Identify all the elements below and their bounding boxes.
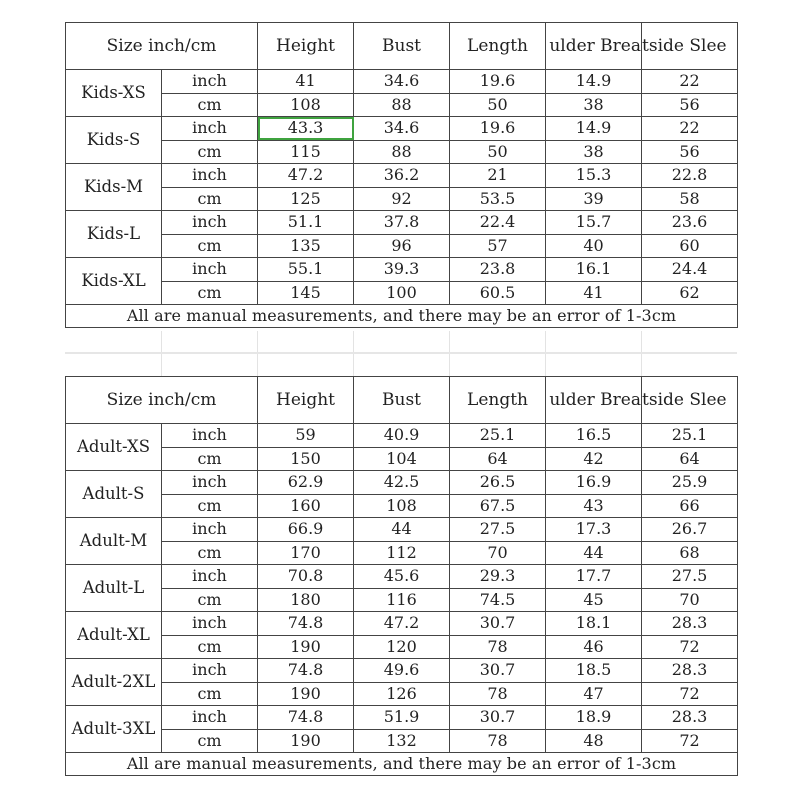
measurement-cell[interactable]: 47.2 xyxy=(354,612,450,636)
size-label-cell[interactable]: Adult-3XL xyxy=(66,706,162,753)
measurement-cell[interactable]: 16.5 xyxy=(546,424,642,448)
unit-label-cell[interactable]: inch xyxy=(162,424,258,448)
measurement-cell[interactable]: 70.8 xyxy=(258,565,354,589)
measurement-cell[interactable]: 72 xyxy=(642,729,738,753)
measurement-cell[interactable]: 43 xyxy=(546,494,642,518)
measurement-cell[interactable]: 108 xyxy=(258,93,354,117)
unit-label-cell[interactable]: cm xyxy=(162,281,258,305)
table-row xyxy=(66,682,738,706)
column-header-bust[interactable]: Bust xyxy=(354,23,450,70)
table-row xyxy=(66,164,738,188)
column-header-outside-sleeve[interactable]: tside Slee xyxy=(642,377,738,424)
table-row xyxy=(66,706,738,730)
measurement-cell[interactable]: 50 xyxy=(450,93,546,117)
measurement-cell[interactable]: 19.6 xyxy=(450,117,546,141)
table-row xyxy=(66,659,738,683)
measurement-cell[interactable]: 36.2 xyxy=(354,164,450,188)
unit-label-cell[interactable]: inch xyxy=(162,659,258,683)
measurement-cell[interactable]: 29.3 xyxy=(450,565,546,589)
measurement-cell[interactable]: 55.1 xyxy=(258,258,354,282)
unit-label-cell[interactable]: cm xyxy=(162,140,258,164)
measurement-cell[interactable]: 28.3 xyxy=(642,612,738,636)
measurement-cell[interactable]: 47 xyxy=(546,682,642,706)
unit-label-cell[interactable]: cm xyxy=(162,234,258,258)
measurement-cell[interactable]: 70 xyxy=(450,541,546,565)
table-row xyxy=(66,424,738,448)
measurement-cell[interactable]: 145 xyxy=(258,281,354,305)
kids-size-table xyxy=(65,22,738,328)
column-header-bust[interactable]: Bust xyxy=(354,377,450,424)
header-row xyxy=(66,377,738,424)
size-label-cell[interactable]: Kids-M xyxy=(66,164,162,211)
size-label-cell[interactable]: Adult-XL xyxy=(66,612,162,659)
measurement-note[interactable]: All are manual measurements, and there may be an error of 1-3cm xyxy=(66,753,738,776)
measurement-cell[interactable]: 45 xyxy=(546,588,642,612)
measurement-cell[interactable]: 15.3 xyxy=(546,164,642,188)
table-row xyxy=(66,541,738,565)
measurement-cell[interactable]: 66 xyxy=(642,494,738,518)
unit-label-cell[interactable]: cm xyxy=(162,93,258,117)
measurement-cell[interactable]: 51.1 xyxy=(258,211,354,235)
measurement-cell[interactable]: 27.5 xyxy=(642,565,738,589)
size-label-cell[interactable]: Adult-L xyxy=(66,565,162,612)
unit-label-cell[interactable]: inch xyxy=(162,70,258,94)
measurement-cell[interactable]: 74.8 xyxy=(258,659,354,683)
table-row xyxy=(66,447,738,471)
measurement-cell[interactable]: 18.1 xyxy=(546,612,642,636)
measurement-cell[interactable]: 64 xyxy=(642,447,738,471)
measurement-cell[interactable]: 18.9 xyxy=(546,706,642,730)
measurement-cell[interactable]: 47.2 xyxy=(258,164,354,188)
measurement-cell[interactable]: 22.8 xyxy=(642,164,738,188)
table-row xyxy=(66,258,738,282)
measurement-cell[interactable]: 48 xyxy=(546,729,642,753)
measurement-cell[interactable]: 39 xyxy=(546,187,642,211)
measurement-cell[interactable]: 30.7 xyxy=(450,612,546,636)
unit-label-cell[interactable]: cm xyxy=(162,494,258,518)
measurement-cell[interactable]: 190 xyxy=(258,682,354,706)
measurement-cell[interactable]: 30.7 xyxy=(450,706,546,730)
measurement-cell[interactable]: 64 xyxy=(450,447,546,471)
note-row xyxy=(66,305,738,328)
measurement-cell[interactable]: 25.1 xyxy=(450,424,546,448)
measurement-cell[interactable]: 38 xyxy=(546,93,642,117)
measurement-cell[interactable]: 51.9 xyxy=(354,706,450,730)
header-row xyxy=(66,23,738,70)
unit-label-cell[interactable]: cm xyxy=(162,541,258,565)
measurement-cell[interactable]: 42.5 xyxy=(354,471,450,495)
column-header-height[interactable]: Height xyxy=(258,23,354,70)
measurement-cell[interactable]: 25.9 xyxy=(642,471,738,495)
unit-label-cell[interactable]: inch xyxy=(162,117,258,141)
size-label-cell[interactable]: Kids-XL xyxy=(66,258,162,305)
unit-label-cell[interactable]: inch xyxy=(162,706,258,730)
measurement-cell[interactable]: 17.7 xyxy=(546,565,642,589)
measurement-cell[interactable]: 19.6 xyxy=(450,70,546,94)
measurement-cell[interactable]: 25.1 xyxy=(642,424,738,448)
measurement-cell[interactable]: 21 xyxy=(450,164,546,188)
measurement-cell[interactable]: 92 xyxy=(354,187,450,211)
measurement-cell[interactable]: 24.4 xyxy=(642,258,738,282)
measurement-cell[interactable]: 17.3 xyxy=(546,518,642,542)
measurement-cell[interactable]: 68 xyxy=(642,541,738,565)
measurement-note[interactable]: All are manual measurements, and there may be an error of 1-3cm xyxy=(66,305,738,328)
table-row xyxy=(66,187,738,211)
column-header-outside-sleeve[interactable]: tside Slee xyxy=(642,23,738,70)
table-row xyxy=(66,635,738,659)
measurement-cell[interactable]: 57 xyxy=(450,234,546,258)
measurement-cell[interactable]: 72 xyxy=(642,682,738,706)
measurement-cell[interactable]: 44 xyxy=(354,518,450,542)
size-label-cell[interactable]: Adult-XS xyxy=(66,424,162,471)
size-label-cell[interactable]: Adult-S xyxy=(66,471,162,518)
unit-label-cell[interactable]: inch xyxy=(162,164,258,188)
unit-label-cell[interactable]: cm xyxy=(162,682,258,706)
measurement-cell[interactable]: 41 xyxy=(258,70,354,94)
table-row xyxy=(66,471,738,495)
measurement-cell[interactable]: 27.5 xyxy=(450,518,546,542)
measurement-cell[interactable]: 190 xyxy=(258,729,354,753)
measurement-cell[interactable]: 30.7 xyxy=(450,659,546,683)
measurement-cell[interactable]: 23.8 xyxy=(450,258,546,282)
measurement-cell[interactable]: 38 xyxy=(546,140,642,164)
table-row xyxy=(66,117,738,141)
measurement-cell[interactable]: 100 xyxy=(354,281,450,305)
measurement-cell[interactable]: 46 xyxy=(546,635,642,659)
measurement-cell[interactable]: 43.3 xyxy=(258,117,354,141)
table-row xyxy=(66,729,738,753)
measurement-cell[interactable]: 28.3 xyxy=(642,659,738,683)
table-row xyxy=(66,494,738,518)
measurement-cell[interactable]: 49.6 xyxy=(354,659,450,683)
measurement-cell[interactable]: 22 xyxy=(642,70,738,94)
unit-label-cell[interactable]: cm xyxy=(162,729,258,753)
measurement-cell[interactable]: 135 xyxy=(258,234,354,258)
measurement-cell[interactable]: 56 xyxy=(642,93,738,117)
table-row xyxy=(66,565,738,589)
measurement-cell[interactable]: 40 xyxy=(546,234,642,258)
measurement-cell[interactable]: 180 xyxy=(258,588,354,612)
measurement-cell[interactable]: 66.9 xyxy=(258,518,354,542)
measurement-cell[interactable]: 14.9 xyxy=(546,70,642,94)
table-row xyxy=(66,140,738,164)
measurement-cell[interactable]: 59 xyxy=(258,424,354,448)
measurement-cell[interactable]: 15.7 xyxy=(546,211,642,235)
table-row xyxy=(66,211,738,235)
size-label-cell[interactable]: Kids-L xyxy=(66,211,162,258)
column-header-shoulder-breadth[interactable]: ulder Brea xyxy=(546,23,642,70)
measurement-cell[interactable]: 78 xyxy=(450,682,546,706)
measurement-cell[interactable]: 104 xyxy=(354,447,450,471)
size-label-cell[interactable]: Adult-M xyxy=(66,518,162,565)
table-row xyxy=(66,281,738,305)
measurement-cell[interactable]: 37.8 xyxy=(354,211,450,235)
measurement-cell[interactable]: 150 xyxy=(258,447,354,471)
measurement-cell[interactable]: 62 xyxy=(642,281,738,305)
measurement-cell[interactable]: 116 xyxy=(354,588,450,612)
unit-label-cell[interactable]: cm xyxy=(162,588,258,612)
measurement-cell[interactable]: 41 xyxy=(546,281,642,305)
column-header-height[interactable]: Height xyxy=(258,377,354,424)
table-row xyxy=(66,234,738,258)
unit-label-cell[interactable]: cm xyxy=(162,187,258,211)
table-row xyxy=(66,612,738,636)
table-row xyxy=(66,93,738,117)
measurement-cell[interactable]: 26.7 xyxy=(642,518,738,542)
measurement-cell[interactable]: 115 xyxy=(258,140,354,164)
measurement-cell[interactable]: 45.6 xyxy=(354,565,450,589)
measurement-cell[interactable]: 78 xyxy=(450,635,546,659)
measurement-cell[interactable]: 39.3 xyxy=(354,258,450,282)
column-header-length[interactable]: Length xyxy=(450,377,546,424)
measurement-cell[interactable]: 160 xyxy=(258,494,354,518)
unit-label-cell[interactable]: inch xyxy=(162,471,258,495)
size-unit-header[interactable]: Size inch/cm xyxy=(66,377,258,424)
unit-label-cell[interactable]: inch xyxy=(162,565,258,589)
measurement-cell[interactable]: 16.1 xyxy=(546,258,642,282)
measurement-cell[interactable]: 44 xyxy=(546,541,642,565)
adult-size-table xyxy=(65,376,738,776)
measurement-cell[interactable]: 53.5 xyxy=(450,187,546,211)
measurement-cell[interactable]: 34.6 xyxy=(354,117,450,141)
measurement-cell[interactable]: 67.5 xyxy=(450,494,546,518)
measurement-cell[interactable]: 18.5 xyxy=(546,659,642,683)
measurement-cell[interactable]: 56 xyxy=(642,140,738,164)
measurement-cell[interactable]: 40.9 xyxy=(354,424,450,448)
unit-label-cell[interactable]: inch xyxy=(162,211,258,235)
measurement-cell[interactable]: 78 xyxy=(450,729,546,753)
empty-grid-gap xyxy=(65,331,737,376)
size-label-cell[interactable]: Adult-2XL xyxy=(66,659,162,706)
measurement-cell[interactable]: 112 xyxy=(354,541,450,565)
size-label-cell[interactable]: Kids-XS xyxy=(66,70,162,117)
measurement-cell[interactable]: 22.4 xyxy=(450,211,546,235)
measurement-cell[interactable]: 22 xyxy=(642,117,738,141)
table-row xyxy=(66,518,738,542)
measurement-cell[interactable]: 74.8 xyxy=(258,706,354,730)
measurement-cell[interactable]: 34.6 xyxy=(354,70,450,94)
measurement-cell[interactable]: 96 xyxy=(354,234,450,258)
measurement-cell[interactable]: 28.3 xyxy=(642,706,738,730)
size-label-cell[interactable]: Kids-S xyxy=(66,117,162,164)
measurement-cell[interactable]: 23.6 xyxy=(642,211,738,235)
unit-label-cell[interactable]: inch xyxy=(162,612,258,636)
measurement-cell[interactable]: 14.9 xyxy=(546,117,642,141)
size-unit-header[interactable]: Size inch/cm xyxy=(66,23,258,70)
measurement-cell[interactable]: 42 xyxy=(546,447,642,471)
measurement-cell[interactable]: 170 xyxy=(258,541,354,565)
unit-label-cell[interactable]: cm xyxy=(162,447,258,471)
measurement-cell[interactable]: 16.9 xyxy=(546,471,642,495)
measurement-cell[interactable]: 70 xyxy=(642,588,738,612)
measurement-cell[interactable]: 190 xyxy=(258,635,354,659)
measurement-cell[interactable]: 26.5 xyxy=(450,471,546,495)
measurement-cell[interactable]: 60 xyxy=(642,234,738,258)
measurement-cell[interactable]: 88 xyxy=(354,93,450,117)
unit-label-cell[interactable]: cm xyxy=(162,635,258,659)
measurement-cell[interactable]: 74.5 xyxy=(450,588,546,612)
table-row xyxy=(66,70,738,94)
measurement-cell[interactable]: 108 xyxy=(354,494,450,518)
measurement-cell[interactable]: 74.8 xyxy=(258,612,354,636)
column-header-length[interactable]: Length xyxy=(450,23,546,70)
unit-label-cell[interactable]: inch xyxy=(162,518,258,542)
measurement-cell[interactable]: 88 xyxy=(354,140,450,164)
measurement-cell[interactable]: 125 xyxy=(258,187,354,211)
measurement-cell[interactable]: 132 xyxy=(354,729,450,753)
note-row xyxy=(66,753,738,776)
table-row xyxy=(66,588,738,612)
measurement-cell[interactable]: 58 xyxy=(642,187,738,211)
measurement-cell[interactable]: 126 xyxy=(354,682,450,706)
measurement-cell[interactable]: 62.9 xyxy=(258,471,354,495)
unit-label-cell[interactable]: inch xyxy=(162,258,258,282)
measurement-cell[interactable]: 120 xyxy=(354,635,450,659)
measurement-cell[interactable]: 50 xyxy=(450,140,546,164)
measurement-cell[interactable]: 60.5 xyxy=(450,281,546,305)
column-header-shoulder-breadth[interactable]: ulder Brea xyxy=(546,377,642,424)
measurement-cell[interactable]: 72 xyxy=(642,635,738,659)
